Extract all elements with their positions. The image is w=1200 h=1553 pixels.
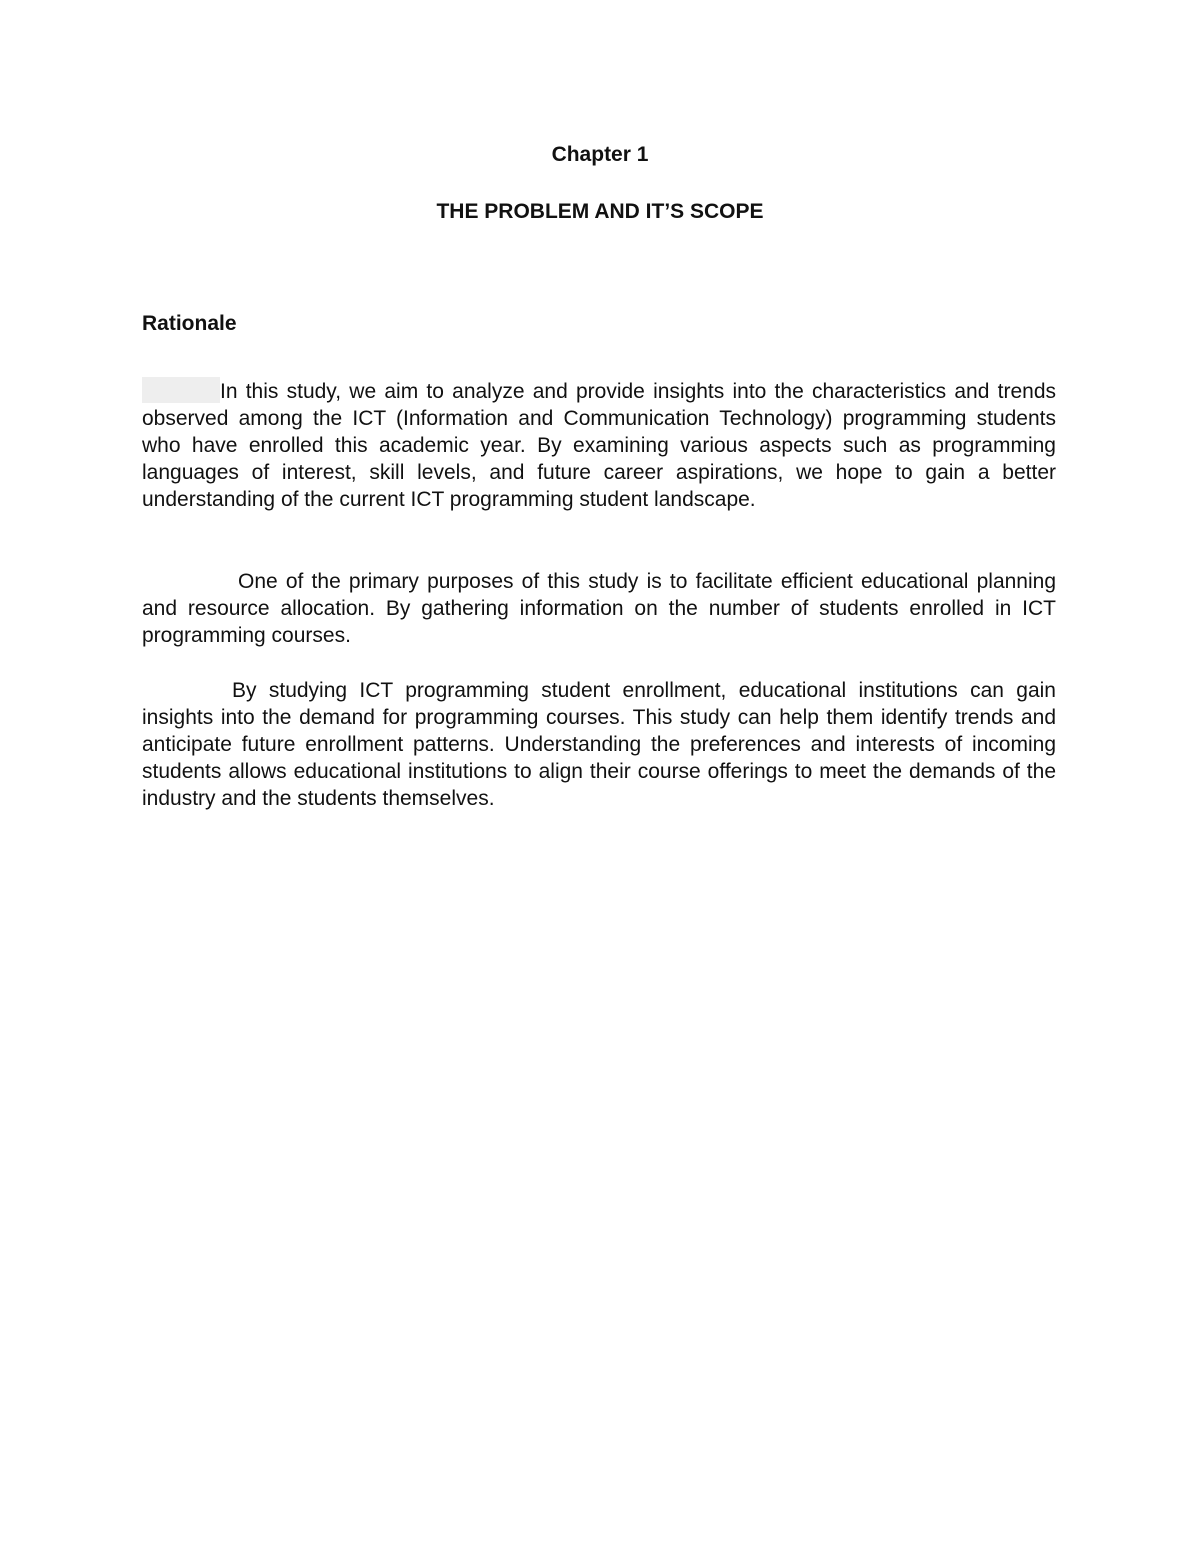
paragraph-1-text: In this study, we aim to analyze and provide insights into the characteristics and trends observed among the ICT (Information and Communication Technology) programming students who have enrolled this academic year. By examining various aspects such as programming languages of interest, skill levels, and future career aspirations, we hope to gain a better understanding of the current ICT programming student landscape. xyxy=(142,380,1056,511)
chapter-subtitle: THE PROBLEM AND IT’S SCOPE xyxy=(436,200,764,223)
paragraph-3 xyxy=(142,677,1056,812)
chapter-title: Chapter 1 xyxy=(551,143,649,166)
paragraph-3-text: By studying ICT programming student enrollment, educational institutions can gain insights into the demand for programming courses. This study can help them identify trends and anticipate future enrollment patterns. Understanding the preferences and interests of incoming students allows educational institutions to align their course offerings to meet the demands of the industry and the students themselves. xyxy=(142,679,1056,810)
paragraph-2-text: One of the primary purposes of this study is to facilitate efficient educational planning and resource allocation. By gathering information on the number of students enrolled in ICT programming courses. xyxy=(142,570,1056,647)
section-heading-rationale: Rationale xyxy=(142,312,237,335)
paragraph-1 xyxy=(142,377,1056,513)
paragraph-2 xyxy=(142,568,1056,649)
tab-indent-highlight xyxy=(142,377,220,403)
